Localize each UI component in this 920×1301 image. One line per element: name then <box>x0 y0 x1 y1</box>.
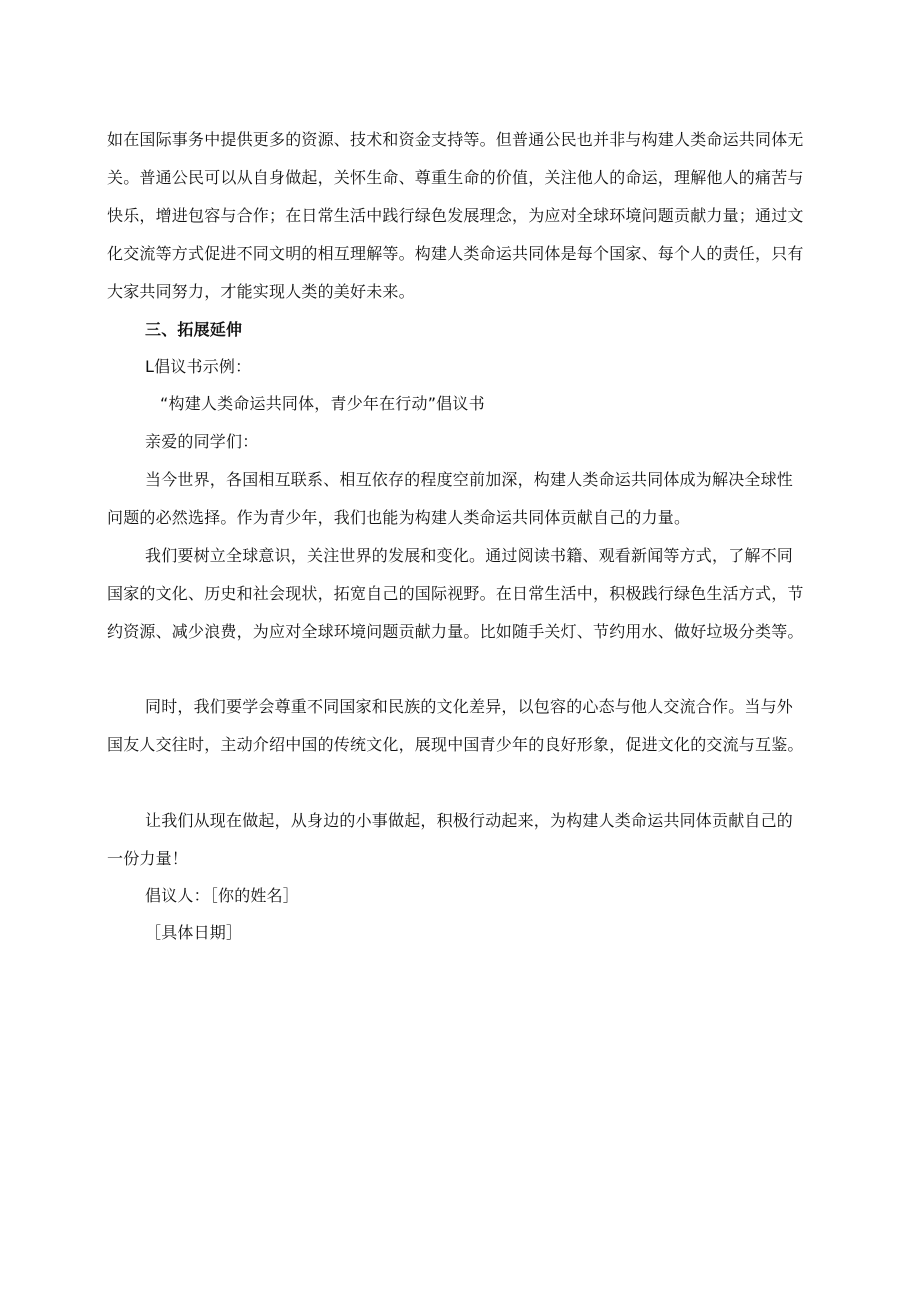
section-heading: 三、拓展延伸 <box>145 320 243 339</box>
paragraph-3: 同时，我们要学会尊重不同国家和民族的文化差异，以包容的心态与他人交流合作。当与外国友人交往时，主动介绍中国的传统文化，展现中国青少年的良好形象，促进文化的交流与互鉴。 <box>107 697 804 754</box>
example-label: L倡议书示例： <box>145 357 252 376</box>
paragraph-continuation: 如在国际事务中提供更多的资源、技术和资金支持等。但普通公民也并非与构建人类命运共同体无关。普通公民可以从自身做起，关怀生命、尊重生命的价值，关注他人的命运，理解他人的痛苦与快乐，增进包容与合作；在日常生活中践行绿色发展理念，为应对全球环境问题贡献力量；通过文化交流等方式促进不同文明的相互理解等。构建人类命运共同体是每个国家、每个人的责任，只有大家共同努力，才能实现人类的美好未来。 <box>107 130 804 301</box>
paragraph-2: 我们要树立全球意识，关注世界的发展和变化。通过阅读书籍、观看新闻等方式，了解不同国家的文化、历史和社会现状，拓宽自己的国际视野。在日常生活中，积极践行绿色生活方式，节约资源、减少浪费，为应对全球环境问题贡献力量。比如随手关灯、节约用水、做好垃圾分类等。 <box>107 546 804 641</box>
signature-line: 倡议人：［你的姓名］ <box>145 886 300 905</box>
paragraph-4: 让我们从现在做起，从身边的小事做起，积极行动起来，为构建人类命运共同体贡献自己的一份力量！ <box>107 811 794 868</box>
paragraph-1: 当今世界，各国相互联系、相互依存的程度空前加深，构建人类命运共同体成为解决全球性问题的必然选择。作为青少年，我们也能为构建人类命运共同体贡献自己的力量。 <box>107 470 794 527</box>
date-line: ［具体日期］ <box>145 923 243 942</box>
greeting: 亲爱的同学们： <box>145 432 259 451</box>
proposal-title: “构建人类命运共同体，青少年在行动”倡议书 <box>160 394 485 413</box>
